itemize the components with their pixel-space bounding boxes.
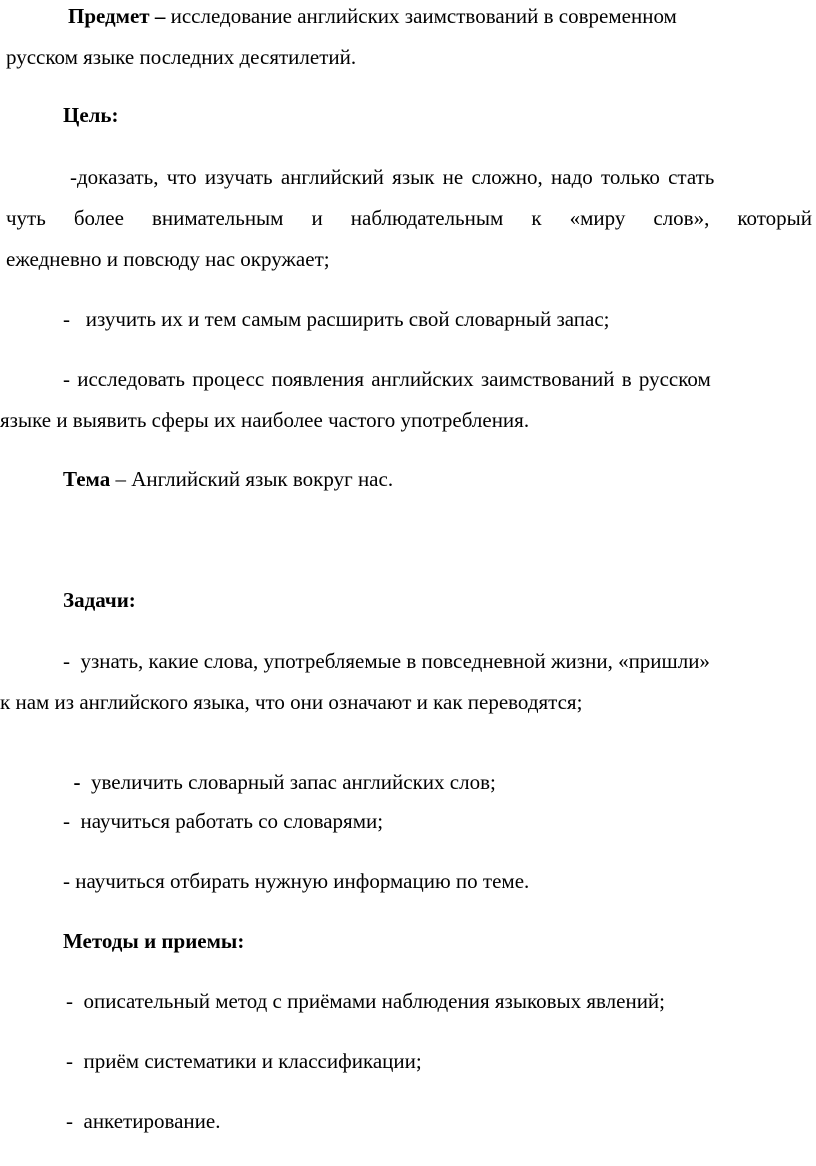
theme-text: – Английский язык вокруг нас.: [110, 467, 394, 491]
goal-heading: Цель:: [63, 103, 119, 127]
subject-line-2: русском языке последних десятилетий.: [6, 45, 357, 69]
tasks-item-4: - научиться отбирать нужную информацию по теме.: [63, 869, 530, 893]
subject-dash: –: [149, 4, 171, 28]
subject-label: Предмет: [68, 4, 150, 28]
goal-item-1-line-1: -доказать, что изучать английский язык не сложно, надо только стать: [70, 165, 715, 189]
tasks-item-3: - научиться работать со словарями;: [63, 809, 384, 833]
tasks-item-1-line-1: - узнать, какие слова, употребляемые в повседневной жизни, «пришли»: [63, 649, 710, 673]
goal-item-3-line-1: - исследовать процесс появления английских заимствований в русском: [63, 367, 711, 391]
methods-item-3: - анкетирование.: [66, 1109, 221, 1133]
methods-item-2: - приём систематики и классификации;: [66, 1049, 422, 1073]
goal-item-3-line-2: языке и выявить сферы их наиболее частого употребления.: [0, 408, 530, 432]
tasks-item-2: [63, 751, 496, 793]
goal-item-1-line-2: чуть более внимательным и наблюдательным к «миру слов», который: [6, 206, 812, 230]
theme-label: Тема: [63, 467, 111, 491]
methods-heading: Методы и приемы:: [63, 929, 245, 953]
subject-text-1: исследование английских заимствований в современном: [170, 4, 677, 28]
tasks-item-2-text: увеличить словарный запас английских слов;: [80, 770, 496, 794]
goal-item-2: - изучить их и тем самым расширить свой словарный запас;: [63, 307, 610, 331]
subject-line-1: [68, 6, 677, 27]
tasks-item-1-line-2: к нам из английского языка, что они означают и как переводятся;: [0, 690, 583, 714]
goal-item-1-line-3: ежедневно и повсюду нас окружает;: [6, 247, 330, 271]
tasks-heading: Задачи:: [63, 588, 136, 612]
theme-line: [63, 469, 393, 490]
tasks-item-2-dash: -: [73, 770, 81, 794]
methods-item-1: - описательный метод с приёмами наблюдения языковых явлений;: [66, 989, 666, 1013]
